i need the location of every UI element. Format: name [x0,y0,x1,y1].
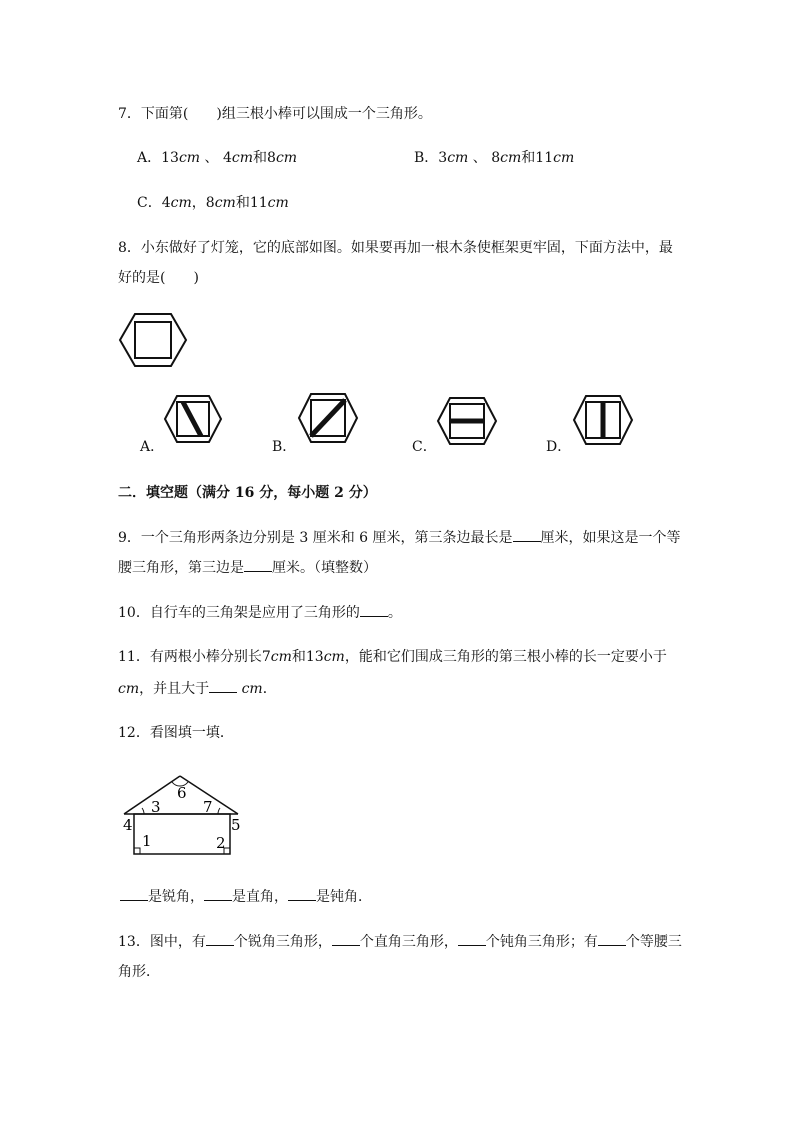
q8-option-a-label: A． [140,439,165,455]
q8-option-c-label: C． [412,439,437,455]
q11-blank[interactable] [209,678,237,693]
angle-label-4: 4 [123,816,133,834]
q8-option-b-label: B． [272,439,297,455]
q13-blank-4[interactable] [598,931,626,946]
q13-line1: 13．图中，有 个锐角三角形， 个直角三角形， 个钝角三角形；有 个等腰三 [118,931,682,952]
q8-option-b-figure [297,392,359,444]
q13-blank-2[interactable] [332,931,360,946]
q11-line1: 11．有两根小棒分别长7cm和13cm，能和它们围成三角形的第三根小棒的长一定要小于 [118,649,667,665]
q8-line1: 8．小东做好了灯笼，它的底部如图。如果要再加一根木条使框架更牢固，下面方法中，最 [118,240,673,256]
angle-label-3: 3 [151,798,161,816]
q8-option-d-figure [572,394,634,446]
q7-stem: 7．下面第( )组三根小棒可以围成一个三角形。 [118,106,432,122]
lantern-base-figure [118,312,188,368]
q12-house-figure [120,772,242,856]
q9-blank-1[interactable] [513,527,541,542]
q12-blank-3[interactable] [288,886,316,901]
q7-option-c: C．4cm，8cm和11cm [137,195,289,211]
angle-label-7: 7 [203,798,213,816]
q12-blank-1[interactable] [120,886,148,901]
angle-label-2: 2 [216,834,226,852]
angle-label-1: 1 [142,832,152,850]
q9-line2: 腰三角形，第三边是 厘米。（填整数） [118,557,377,578]
q12-answer-line: 是锐角， 是直角， 是钝角． [120,886,372,907]
q12-blank-2[interactable] [204,886,232,901]
q13-line2: 角形． [118,964,160,980]
section-heading: 二．填空题（满分 16 分，每小题 2 分） [118,485,377,501]
q7-option-b: B．3cm 、 8cm和11cm [414,150,575,166]
q9-blank-2[interactable] [244,557,272,572]
q8-option-d-label: D． [546,439,572,455]
q8-option-c-figure [436,396,498,446]
angle-label-6: 6 [177,784,187,802]
q11-line2: cm，并且大于 cm． [118,678,277,699]
q10-blank[interactable] [360,602,388,617]
angle-label-5: 5 [231,816,241,834]
q9-line1: 9．一个三角形两条边分别是 3 厘米和 6 厘米，第三条边最长是 厘米，如果这是一个等 [118,527,681,548]
q13-blank-1[interactable] [206,931,234,946]
q8-line2: 好的是( ) [118,270,199,286]
q7-option-a: A．13cm 、 4cm和8cm [137,150,298,166]
q12-stem: 12．看图填一填． [118,725,234,741]
q8-option-a-figure [163,394,223,444]
q13-blank-3[interactable] [458,931,486,946]
q10: 10．自行车的三角架是应用了三角形的 。 [118,602,402,623]
